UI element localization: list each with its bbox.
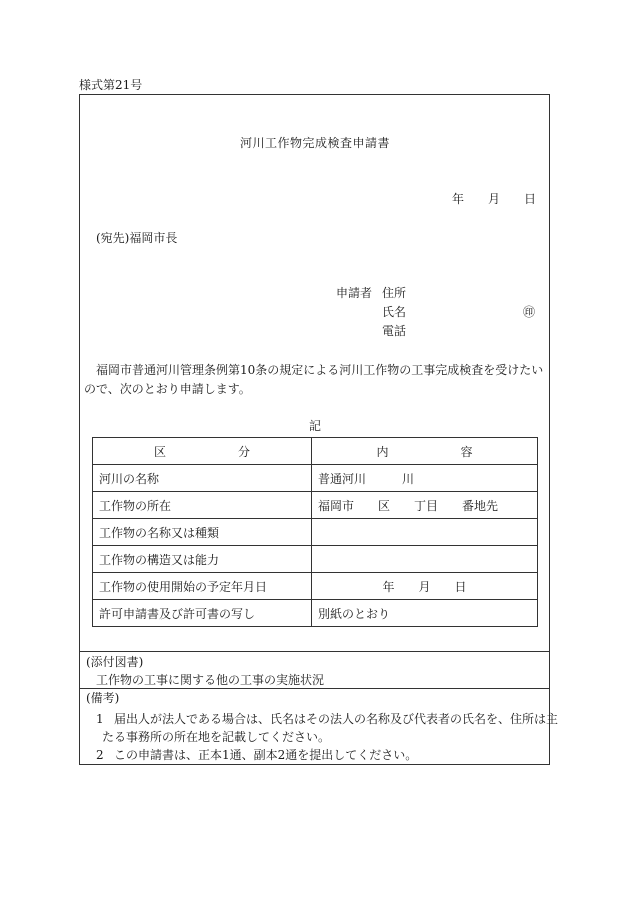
header-content-b: 容 <box>460 444 473 459</box>
seal-mark-icon: ㊞ <box>523 305 536 319</box>
note-text-continued: たる事務所の所在地を記載してください。 <box>102 730 331 744</box>
items-table <box>92 437 538 627</box>
date-month-label: 月 <box>488 192 501 206</box>
form-number: 様式第21号 <box>79 78 143 92</box>
table-header-row <box>93 438 538 465</box>
header-category <box>93 438 312 465</box>
row-value[interactable]: 普通河川 川 <box>312 465 538 492</box>
header-category-a: 区 <box>153 444 166 459</box>
notes-heading: (備考) <box>86 691 120 705</box>
row-value[interactable] <box>312 546 538 573</box>
note-number: 2 <box>96 748 104 762</box>
notes-divider <box>79 688 550 689</box>
row-label: 許可申請書及び許可書の写し <box>93 600 312 627</box>
applicant-label: 申請者 <box>336 286 373 300</box>
attachments-item: 工作物の工事に関する他の工事の実施状況 <box>96 673 325 687</box>
note-number: 1 <box>96 712 104 726</box>
applicant-phone-label: 電話 <box>382 324 407 338</box>
request-paragraph: 福岡市普通河川管理条例第10条の規定による河川工作物の工事完成検査を受けたいので、次のとおり申請します。 <box>84 363 544 396</box>
table-row <box>93 492 538 519</box>
attachments-divider <box>79 651 550 652</box>
table-row <box>93 546 538 573</box>
header-category-b: 分 <box>238 444 251 459</box>
document-title: 河川工作物完成検査申請書 <box>239 136 390 150</box>
row-label: 工作物の使用開始の予定年月日 <box>93 573 312 600</box>
note-text: この申請書は、正本1通、副本2通を提出してください。 <box>114 748 418 762</box>
row-label: 工作物の構造又は能力 <box>93 546 312 573</box>
row-value[interactable] <box>312 519 538 546</box>
ki-label: 記 <box>308 419 321 433</box>
applicant-name-label: 氏名 <box>382 305 407 319</box>
row-label: 河川の名称 <box>93 465 312 492</box>
note-text: 届出人が法人である場合は、氏名はその法人の名称及び代表者の氏名を、住所は主 <box>114 712 559 726</box>
table-row <box>93 519 538 546</box>
row-value[interactable]: 福岡市 区 丁目 番地先 <box>312 492 538 519</box>
date-year-label: 年 <box>452 192 465 206</box>
table-row <box>93 600 538 627</box>
row-label: 工作物の名称又は種類 <box>93 519 312 546</box>
date-day-label: 日 <box>524 192 537 206</box>
row-value[interactable]: 年 月 日 <box>312 573 538 600</box>
table-row <box>93 573 538 600</box>
header-content-a: 内 <box>376 444 389 459</box>
attachments-heading: (添付図書) <box>86 655 144 669</box>
addressee: (宛先)福岡市長 <box>96 231 178 245</box>
header-content <box>312 438 538 465</box>
table-row <box>93 465 538 492</box>
row-value[interactable]: 別紙のとおり <box>312 600 538 627</box>
applicant-address-label: 住所 <box>382 286 407 300</box>
row-label: 工作物の所在 <box>93 492 312 519</box>
